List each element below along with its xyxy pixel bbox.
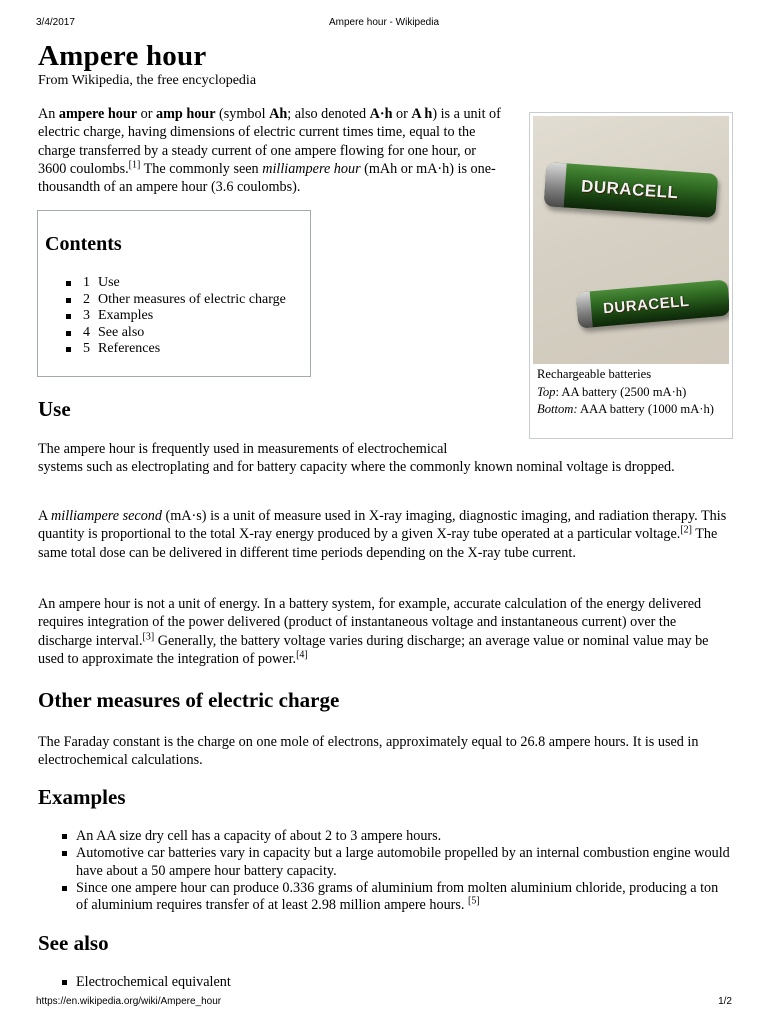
list-item: An AA size dry cell has a capacity of about 2 to 3 ampere hours. xyxy=(62,828,732,845)
see-also-list xyxy=(62,974,732,991)
toc-item-use[interactable] xyxy=(66,275,286,292)
toc-label: See also xyxy=(98,324,145,340)
toc-item-references[interactable] xyxy=(66,341,286,358)
paragraph: The ampere hour is frequently used in measurements of electrochemical systems such as electroplating and for battery capacity where the commonly known nominal voltage is dropped. xyxy=(38,441,675,476)
paragraph: An ampere hour is not a unit of energy. In a battery system, for example, accurate calculation of the energy delivered requires integration of the power delivered (product of instantaneous voltage and instantaneous current) over the discharge interval.[3] Generally, the battery voltage varies during discharge; an average value or nominal value may be used to approximate the integration of power.[4] xyxy=(38,596,709,667)
section-heading-use: Use xyxy=(38,397,71,421)
list-item: Automotive car batteries vary in capacity but a large automobile propelled by an internal combustion engine would have about a 50 ampere hour battery capacity. xyxy=(62,845,732,880)
toc-label: References xyxy=(98,341,161,357)
print-tab-title: Ampere hour - Wikipedia xyxy=(328,17,440,28)
toc-item-see-also[interactable] xyxy=(66,325,286,342)
print-page-number: 1/2 xyxy=(718,996,732,1007)
aaa-battery xyxy=(576,279,729,328)
toc-number: 2 xyxy=(83,291,90,307)
print-footer xyxy=(36,996,732,1010)
see-also-link-electrochemical-equivalent[interactable]: Electrochemical equivalent xyxy=(62,974,732,991)
toc-item-other-measures[interactable] xyxy=(66,292,286,309)
toc-list xyxy=(66,275,286,358)
toc-number: 4 xyxy=(83,324,90,340)
intro-paragraph: An ampere hour or amp hour (symbol Ah; also denoted A·h or A h) is a unit of electric charge, having dimensions of electric current times time, equal to the charge transferred by a steady current of one ampere flowing for one hour, or 3600 coulombs.[1] The commonly seen milliampere hour (mAh or mA·h) is one-thousandth of an ampere hour (3.6 coulombs). xyxy=(38,106,501,196)
print-header xyxy=(36,17,732,31)
infobox-image xyxy=(529,112,733,439)
toc-number: 3 xyxy=(83,308,90,324)
toc-label: Other measures of electric charge xyxy=(98,291,286,307)
section-heading-see-also: See also xyxy=(38,931,109,955)
page-title: Ampere hour xyxy=(38,40,207,72)
toc-number: 5 xyxy=(83,341,90,357)
toc-item-examples[interactable] xyxy=(66,308,286,325)
toc-number: 1 xyxy=(83,275,90,290)
toc-label: Use xyxy=(98,275,120,290)
paragraph: The Faraday constant is the charge on one mole of electrons, approximately equal to 26.8 ampere hours. It is used in electrochemical calculations. xyxy=(38,734,699,769)
battery-photo[interactable] xyxy=(533,116,729,364)
battery-brand-label: DURACELL xyxy=(580,176,680,203)
section-heading-examples: Examples xyxy=(38,785,126,809)
battery-brand-label: DURACELL xyxy=(602,292,691,318)
list-item: Since one ampere hour can produce 0.336 grams of aluminium from molten aluminium chloride, producing a ton of aluminium requires transfer of at least 2.98 million ampere hours. [5] xyxy=(62,880,732,915)
examples-list xyxy=(62,828,732,914)
toc-label: Examples xyxy=(98,308,154,324)
paragraph: A milliampere second (mA·s) is a unit of measure used in X-ray imaging, diagnostic imaging, and radiation therapy. This quantity is proportional to the total X-ray energy produced by a given X-ray tube operated at a particular voltage.[2] The same total dose can be delivered in different time periods depending on the X-ray tube current. xyxy=(38,508,727,561)
toc-title: Contents xyxy=(45,233,122,255)
image-caption: Rechargeable batteries Top: AA battery (2500 mA·h) Bottom: AAA battery (1000 mA·h) xyxy=(537,367,714,416)
site-tagline: From Wikipedia, the free encyclopedia xyxy=(38,73,257,88)
section-heading-other-measures: Other measures of electric charge xyxy=(38,688,340,712)
table-of-contents xyxy=(37,210,311,377)
print-url: https://en.wikipedia.org/wiki/Ampere_hour xyxy=(36,996,222,1007)
aa-battery xyxy=(544,162,719,218)
print-date: 3/4/2017 xyxy=(36,17,75,28)
